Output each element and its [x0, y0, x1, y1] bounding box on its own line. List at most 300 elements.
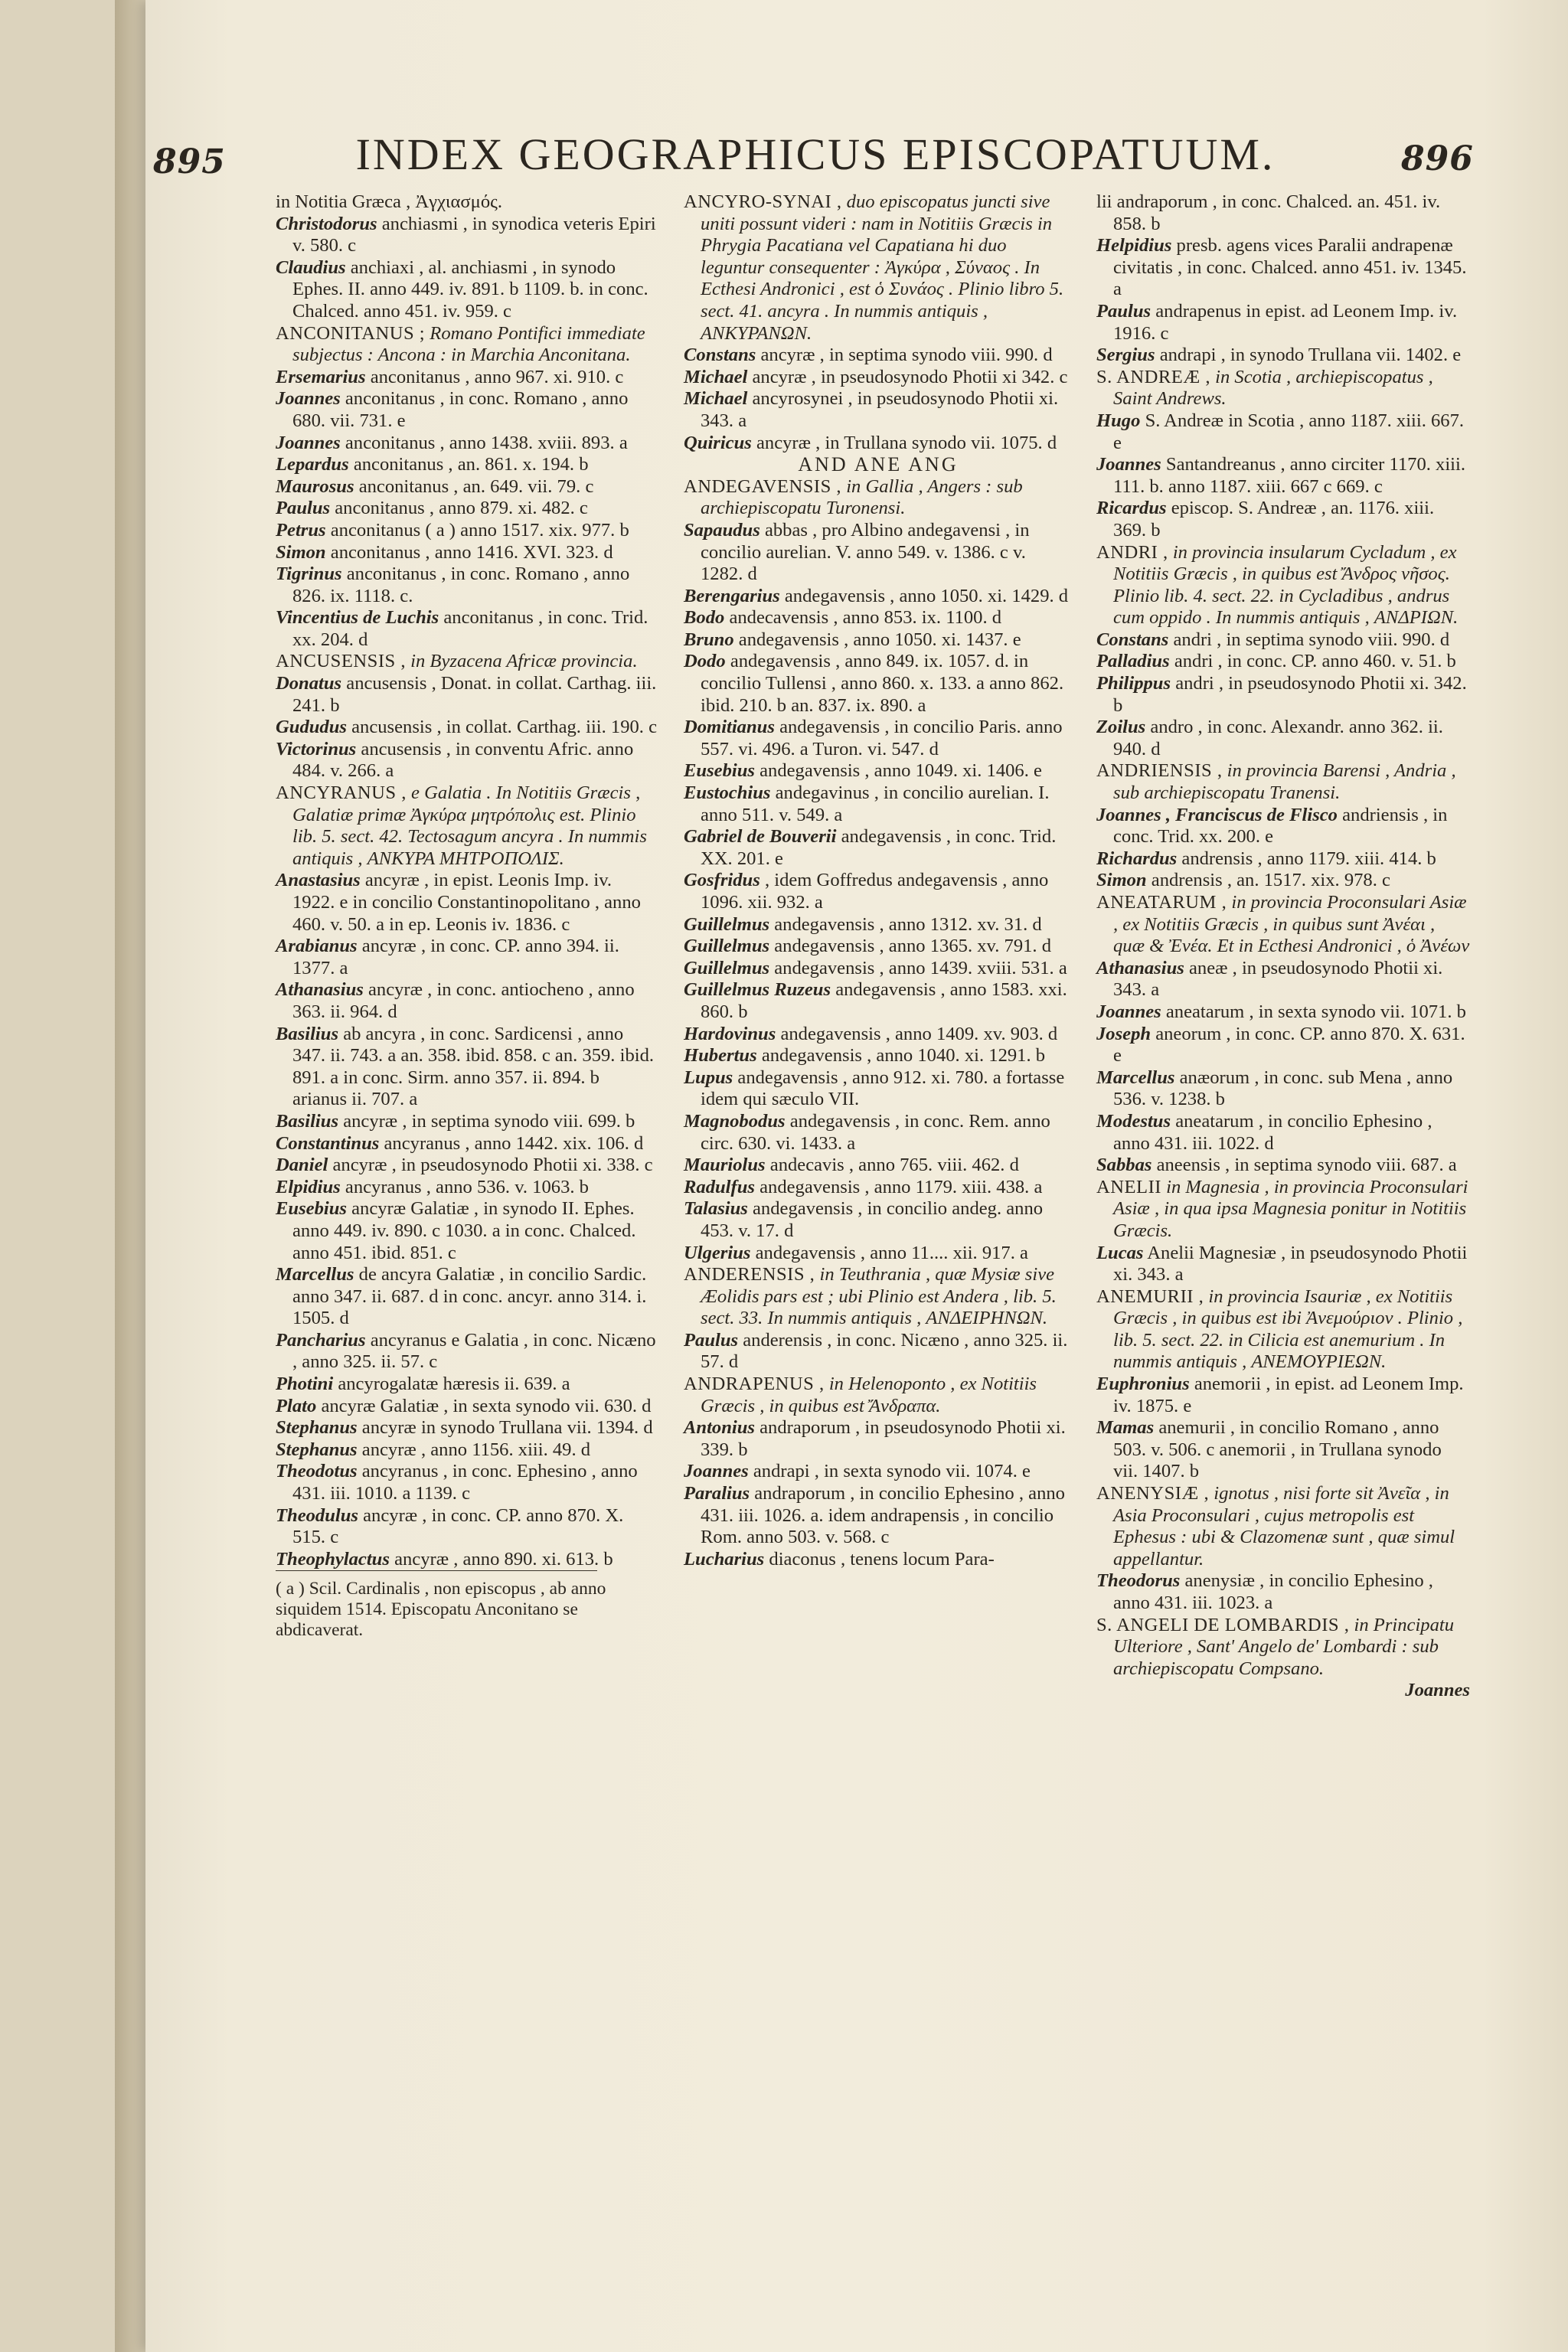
index-entry — [276, 717, 658, 739]
entry-text: andegavensis , anno 1179. xiii. 438. a — [760, 1176, 1043, 1197]
bishop-name: Hardovinus — [684, 1023, 776, 1044]
see-description: ignotus , nisi forte sit Ἀνεῖα , in Asia Proconsulari , cujus metropolis est Ephesus : ubi & Clazomenæ sunt , quæ simul appellantur. — [1113, 1483, 1455, 1570]
bishop-name: Paulus — [1096, 300, 1152, 322]
see-description: in Helenoponto , ex Notitiis Græcis , in quibus est Ἄνδραπα. — [701, 1374, 1037, 1416]
see-description: in Teuthrania , quæ Mysiæ sive Æolidis pars est ; ubi Plinio est Andera , lib. 5. sect. 33. In nummis antiquis , ΑΝΔΕΙΡΗΝΩΝ. — [701, 1264, 1057, 1329]
see-name: S. ANGELI DE LOMBARDIS , — [1096, 1614, 1350, 1635]
index-entry — [276, 498, 658, 520]
entry-text: andri , in pseudosynodo Photii xi. 342. b — [1113, 673, 1467, 716]
bishop-name: Ricardus — [1096, 498, 1167, 519]
see-name: ANCUSENSIS , — [276, 651, 406, 672]
index-entry — [1096, 410, 1470, 454]
entry-text: ancyræ , anno 890. xi. 613. b — [394, 1548, 613, 1570]
entry-text: anconitanus , an. 649. vii. 79. c — [358, 475, 594, 497]
entry-text: S. Andreæ in Scotia , anno 1187. xiii. 667. e — [1113, 410, 1465, 453]
entry-text: andrapi , in synodo Trullana vii. 1402. e — [1159, 345, 1462, 366]
entry-text: andegavensis , in conc. Trid. XX. 201. e — [701, 826, 1057, 869]
index-entry — [684, 936, 1073, 958]
bishop-name: Joannes — [276, 432, 341, 453]
bishop-name: Stephanus — [276, 1417, 358, 1439]
see-name: ANENYSIÆ , — [1096, 1483, 1210, 1504]
entry-text: abbas , pro Albino andegavensi , in concilio aurelian. V. anno 549. v. 1386. c v. 1282. d — [701, 519, 1030, 585]
bishop-name: Maurosus — [276, 475, 354, 497]
index-entry — [276, 476, 658, 498]
entry-text: ab ancyra , in conc. Sardicensi , anno 347. ii. 743. a an. 358. ibid. 858. c an. 359. ibid. 891. a in conc. Sirm. anno 357. ii. 894. b arianus ii. 707. a — [292, 1023, 655, 1110]
entry-text: ancyræ , in septima synodo viii. 990. d — [760, 345, 1053, 366]
index-entry — [684, 1243, 1073, 1265]
index-entry — [684, 520, 1073, 586]
entry-text: andegavensis , in concilio Paris. anno 557. vi. 496. a Turon. vi. 547. d — [701, 717, 1063, 760]
bishop-name: Mauriolus — [684, 1155, 766, 1176]
entry-text: anchiasmi , in synodica veteris Epiri v. 580. c — [292, 213, 656, 256]
bishop-name: Palladius — [1096, 651, 1170, 672]
see-heading — [1096, 542, 1470, 629]
index-entry — [684, 1461, 1073, 1483]
bishop-name: Hugo — [1096, 410, 1141, 431]
entry-text: andri , in conc. CP. anno 460. v. 51. b — [1174, 651, 1456, 672]
index-entry — [684, 782, 1073, 826]
entry-text: andegavensis , anno 1050. xi. 1437. e — [738, 629, 1021, 650]
page-number-right: 896 — [1401, 139, 1474, 178]
entry-text: anconitanus , in conc. Romano , anno 680. vii. 731. e — [292, 388, 629, 431]
see-heading — [1096, 367, 1470, 410]
bishop-name: Tigrinus — [276, 564, 342, 585]
index-entry — [276, 936, 658, 979]
bishop-name: Antonius — [684, 1417, 755, 1439]
page-number-left: 895 — [153, 142, 226, 181]
index-entry — [1096, 717, 1470, 760]
index-entry — [684, 1155, 1073, 1177]
bishop-name: Sabbas — [1096, 1155, 1152, 1176]
bishop-name: Donatus — [276, 673, 342, 694]
see-description: in provincia Proconsulari Asiæ , ex Notitiis Græcis , in quibus sunt Ἀνέαι , quæ & Ἐνέα. Et in Ecthesi Andronici , ὁ Ἀνέων — [1113, 892, 1470, 957]
entry-text: andecavis , anno 765. viii. 462. d — [769, 1155, 1019, 1176]
see-heading — [1096, 1177, 1470, 1243]
index-entry — [276, 1505, 658, 1549]
index-entry — [1096, 1024, 1470, 1067]
entry-text: ancyræ , in conc. CP. anno 870. X. 515. c — [292, 1504, 624, 1548]
entry-text: anconitanus ( a ) anno 1517. xix. 977. b — [330, 519, 629, 541]
bishop-name: Eustochius — [684, 782, 771, 804]
bishop-name: Arabianus — [276, 936, 358, 957]
index-entry — [1096, 454, 1470, 498]
bishop-name: Plato — [276, 1395, 317, 1416]
index-entry — [276, 1024, 658, 1111]
entry-text: ancusensis , Donat. in collat. Carthag. iii. 241. b — [292, 673, 657, 716]
index-entry — [1096, 235, 1470, 301]
bishop-name: Joannes — [276, 388, 341, 410]
bishop-name: Radulfus — [684, 1176, 755, 1197]
entry-text: ancyræ , in conc. antiocheno , anno 363. ii. 964. d — [292, 979, 635, 1022]
entry-text: andraporum , in pseudosynodo Photii xi. 339. b — [701, 1417, 1066, 1460]
index-entry — [684, 1067, 1073, 1111]
index-entry — [276, 564, 658, 607]
entry-text: ancyranus , anno 536. v. 1063. b — [345, 1176, 589, 1197]
entry-text: andegavensis , anno 1439. xviii. 531. a — [774, 957, 1067, 978]
see-description: in Byzacena Africæ provincia. — [410, 651, 638, 672]
bishop-name: Theodorus — [1096, 1570, 1181, 1592]
entry-text: anconitanus , an. 861. x. 194. b — [353, 454, 589, 475]
index-entry — [1096, 958, 1470, 1001]
entry-text: anenysiæ , in concilio Ephesino , anno 431. iii. 1023. a — [1113, 1570, 1433, 1613]
bishop-name: Paulus — [684, 1329, 739, 1351]
index-entry — [684, 1417, 1073, 1461]
entry-text: andegavensis , anno 1050. xi. 1429. d — [784, 585, 1069, 606]
see-description: Romano Pontifici immediate subjectus : Ancona : in Marchia Anconitana. — [292, 322, 645, 366]
index-entry — [684, 760, 1073, 782]
see-name: ANEATARUM , — [1096, 892, 1227, 913]
bishop-name: Talasius — [684, 1198, 748, 1220]
see-description: in Principatu Ulteriore , Sant' Angelo de' Lombardi : sub archiepiscopatu Compsano. — [1113, 1614, 1455, 1679]
entry-text: anconitanus , anno 967. xi. 910. c — [370, 366, 624, 387]
bishop-name: Ulgerius — [684, 1242, 751, 1263]
entry-text: anemurii , in concilio Romano , anno 503. v. 506. c anemorii , in Trullana synodo vii. 1407. b — [1113, 1417, 1442, 1482]
see-heading — [1096, 1483, 1470, 1570]
index-entry — [684, 914, 1073, 936]
entry-text: andrensis , anno 1179. xiii. 414. b — [1181, 848, 1436, 869]
see-name: ANDEGAVENSIS , — [684, 475, 842, 497]
entry-text: ancyrogalatæ hæresis ii. 639. a — [338, 1374, 570, 1395]
entry-text: anderensis , in conc. Nicæno , anno 325. ii. 57. d — [701, 1329, 1068, 1373]
bishop-name: Constans — [1096, 629, 1169, 650]
entry-text: , idem Goffredus andegavensis , anno 1096. xii. 932. a — [701, 870, 1049, 913]
entry-text: andraporum , in concilio Ephesino , anno 431. iii. 1026. a. idem andrapensis , in concilio Rom. anno 503. v. 568. c — [701, 1483, 1065, 1548]
index-entry — [684, 1549, 1073, 1571]
see-name: ANDRIENSIS , — [1096, 760, 1223, 782]
bishop-name: Joannes , Franciscus de Flisco — [1096, 804, 1338, 825]
index-entry — [684, 717, 1073, 760]
entry-text: anconitanus , in conc. Romano , anno 826. ix. 1118. c. — [292, 564, 630, 606]
see-heading — [684, 476, 1073, 520]
index-entry — [276, 542, 658, 564]
bishop-name: Constans — [684, 345, 756, 366]
bishop-name: Sergius — [1096, 345, 1155, 366]
see-name: ANDRAPENUS , — [684, 1374, 825, 1395]
entry-text: andegavensis , anno 1583. xxi. 860. b — [701, 979, 1067, 1022]
entry-text: ancyræ , in pseudosynodo Photii xi. 338. c — [332, 1155, 653, 1176]
bishop-name: Basilius — [276, 1110, 339, 1132]
index-entry — [1096, 1001, 1470, 1024]
index-entry — [684, 1483, 1073, 1549]
index-entry — [684, 1198, 1073, 1242]
column-2 — [684, 191, 1073, 1570]
see-heading — [684, 1374, 1073, 1417]
see-name: ANCYRO-SYNAI , — [684, 191, 842, 212]
entry-text: ancyranus , in conc. Ephesino , anno 431. iii. 1010. a 1139. c — [292, 1461, 638, 1504]
bishop-name: Ersemarius — [276, 366, 366, 387]
entry-text: andrapi , in sexta synodo vii. 1074. e — [753, 1461, 1031, 1482]
bishop-name: Domitianus — [684, 717, 775, 738]
entry-text: andegavensis , anno 912. xi. 780. a fortasse idem qui sæculo VII. — [701, 1067, 1065, 1110]
catchword: Joannes — [1405, 1680, 1470, 1701]
entry-text: andegavensis , anno 1049. xi. 1406. e — [760, 760, 1042, 782]
entry-text: anconitanus , anno 1416. XVI. 323. d — [330, 541, 613, 563]
index-entry — [276, 520, 658, 542]
bishop-name: Bodo — [684, 607, 725, 629]
entry-text: lii andraporum , in conc. Chalced. an. 451. iv. 858. b — [1096, 191, 1441, 234]
see-description: e Galatia . In Notitiis Græcis , Galatiæ primæ Ἀγκύρα μητρόπολις est. Plinio lib. 5. sect. 42. Tectosagum ancyra . In nummis antiquis , ΑΝΚΥΡΑ ΜΗΤΡΟΠΟΛΙΣ. — [292, 782, 647, 869]
see-heading — [1096, 1286, 1470, 1374]
bishop-name: Richardus — [1096, 848, 1178, 869]
entry-text: andegavensis , anno 1409. xv. 903. d — [780, 1023, 1058, 1044]
entry-text: ancyræ Galatiæ , in sexta synodo vii. 630. d — [321, 1395, 652, 1416]
see-description: duo episcopatus juncti sive uniti possunt videri : nam in Notitiis Græcis in Phrygia Pacatiana vel Capatiana hi duo leguntur consequenter : Ἀγκύρα , Σύναος . In Ecthesi Andronici , est ὁ Συνάος . Plinio libro 5. sect. 41. ancyra . In nummis antiquis , ΑΝΚΥΡΑΝΩΝ. — [701, 191, 1064, 344]
bishop-name: Guillelmus — [684, 957, 770, 978]
index-entry — [276, 1330, 658, 1374]
bishop-name: Quiricus — [684, 432, 752, 453]
bishop-name: Paralius — [684, 1483, 750, 1504]
entry-text: ancusensis , in collat. Carthag. iii. 190. c — [351, 717, 658, 738]
entry-text: andegavinus , in concilio aurelian. I. anno 511. v. 549. a — [701, 782, 1050, 825]
entry-text: ancyræ Galatiæ , in synodo II. Ephes. anno 449. iv. 890. c 1030. a in conc. Chalced. anno 451. ibid. 851. c — [292, 1198, 636, 1263]
see-name: ANCONITANUS ; — [276, 322, 426, 344]
entry-text: diaconus , tenens locum Para- — [769, 1548, 995, 1570]
entry-text: ancyræ , in epist. Leonis Imp. iv. 1922. e in concilio Constantinopolitano , anno 460. v. 50. a in ep. Leonis iv. 1836. c — [292, 870, 641, 935]
index-entry — [1096, 1111, 1470, 1155]
entry-text: in Notitia Græca , Ἀγχιασμός. — [276, 191, 503, 212]
index-entry — [1096, 1243, 1470, 1286]
index-entry — [276, 1133, 658, 1155]
index-entry — [276, 454, 658, 476]
bishop-name: Photini — [276, 1374, 334, 1395]
entry-text: andegavensis , anno 1365. xv. 791. d — [774, 936, 1052, 957]
bishop-name: Eusebius — [276, 1198, 347, 1220]
bishop-name: Daniel — [276, 1155, 328, 1176]
bishop-name: Constantinus — [276, 1132, 380, 1154]
bishop-name: Lupus — [684, 1067, 733, 1088]
see-name: ANCYRANUS , — [276, 782, 407, 804]
entry-text: andegavensis , in conc. Rem. anno circ. 630. vi. 1433. a — [701, 1110, 1050, 1154]
index-entry — [1096, 673, 1470, 717]
bishop-name: Vincentius de Luchis — [276, 607, 439, 629]
index-entry — [276, 1155, 658, 1177]
entry-text: aneensis , in septima synodo viii. 687. a — [1156, 1155, 1457, 1176]
entry-text: aneæ , in pseudosynodo Photii xi. 343. a — [1113, 957, 1443, 1001]
section-heading: AND ANE ANG — [798, 453, 959, 476]
see-description: in provincia insularum Cycladum , ex Notitiis Græcis , in quibus est Ἄνδρος νῆσος. Plinio lib. 4. sect. 22. in Cycladibus , andrus cum oppido . In nummis antiquis , ΑΝΔΡΙΩΝ. — [1113, 541, 1459, 629]
index-entry — [684, 979, 1073, 1023]
bishop-name: Michael — [684, 366, 748, 387]
entry-text: anemorii , in epist. ad Leonem Imp. iv. 1875. e — [1113, 1374, 1464, 1416]
bishop-name: Eusebius — [684, 760, 755, 782]
index-entry — [276, 673, 658, 717]
index-entry — [276, 979, 658, 1023]
index-entry — [1096, 301, 1470, 345]
entry-text: ancusensis , in conventu Afric. anno 484. v. 266. a — [292, 738, 634, 782]
bishop-name: Marcellus — [1096, 1067, 1175, 1088]
index-entry — [276, 1461, 658, 1504]
index-entry — [276, 1439, 658, 1462]
entry-text: aneatarum , in sexta synodo vii. 1071. b — [1165, 1001, 1466, 1022]
bishop-name: Athanasius — [276, 979, 364, 1001]
index-entry — [1096, 1374, 1470, 1417]
bishop-name: Bruno — [684, 629, 734, 650]
entry-text: andrapenus in epist. ad Leonem Imp. iv. 1916. c — [1113, 300, 1458, 344]
see-heading — [684, 191, 1073, 345]
index-entry — [1096, 805, 1470, 848]
index-entry — [276, 367, 658, 389]
entry-text: andegavensis , anno 1312. xv. 31. d — [774, 913, 1042, 935]
index-entry — [276, 1417, 658, 1439]
entry-text: andro , in conc. Alexandr. anno 362. ii. 940. d — [1113, 717, 1443, 760]
index-entry — [276, 739, 658, 782]
index-entry — [276, 1111, 658, 1133]
entry-text: ancyrosynei , in pseudosynodo Photii xi. 343. a — [701, 388, 1059, 431]
entry-text: andegavensis , in concilio andeg. anno 453. v. 17. d — [701, 1198, 1044, 1241]
see-heading — [684, 1264, 1073, 1330]
bishop-name: Joseph — [1096, 1023, 1152, 1044]
entry-text: andecavensis , anno 853. ix. 1100. d — [729, 607, 1002, 629]
see-name: S. ANDREÆ , — [1096, 366, 1210, 387]
index-entry — [684, 651, 1073, 717]
index-entry — [684, 1330, 1073, 1374]
entry-text: ancyræ , in septima synodo viii. 699. b — [343, 1110, 635, 1132]
entry-text: anæorum , in conc. sub Mena , anno 536. v. 1238. b — [1113, 1067, 1453, 1110]
bishop-name: Helpidius — [1096, 235, 1172, 256]
entry-text: andegavensis , anno 1040. xi. 1291. b — [761, 1045, 1046, 1067]
index-entry — [684, 1024, 1073, 1046]
entry-text: ancyranus e Galatia , in conc. Nicæno , anno 325. ii. 57. c — [292, 1329, 656, 1373]
index-entry — [684, 388, 1073, 432]
bishop-name: Joannes — [1096, 1001, 1161, 1022]
entry-text: de ancyra Galatiæ , in concilio Sardic. anno 347. ii. 687. d in conc. ancyr. anno 314. i. 1505. d — [292, 1264, 647, 1329]
bishop-name: Anastasius — [276, 870, 361, 891]
entry-text: andegavensis , anno 849. ix. 1057. d. in concilio Tullensi , anno 860. x. 133. a anno 862. ibid. 210. b an. 837. ix. 890. a — [701, 651, 1064, 716]
bishop-name: Zoilus — [1096, 717, 1146, 738]
entry-text: Santandreanus , anno circiter 1170. xiii. 111. b. anno 1187. xiii. 667 c 669. c — [1113, 454, 1466, 497]
entry-text: anconitanus , anno 879. xi. 482. c — [335, 498, 588, 519]
index-entry — [276, 870, 658, 936]
bishop-name: Philippus — [1096, 673, 1171, 694]
index-entry — [1096, 848, 1470, 871]
index-entry — [684, 1045, 1073, 1067]
index-entry — [276, 1549, 658, 1571]
bishop-name: Paulus — [276, 498, 331, 519]
entry-text: anchiaxi , al. anchiasmi , in synodo Ephes. II. anno 449. iv. 891. b 1109. b. in conc. Chalced. anno 451. iv. 959. c — [292, 256, 648, 322]
index-entry — [276, 214, 658, 257]
bishop-name: Euphronius — [1096, 1374, 1190, 1395]
bishop-name: Magnobodus — [684, 1110, 786, 1132]
see-name: ANELII — [1096, 1176, 1161, 1197]
entry-text: ancyræ , in pseudosynodo Photii xi 342. c — [752, 366, 1068, 387]
page-title: INDEX GEOGRAPHICUS EPISCOPATUUM. — [355, 129, 1276, 179]
index-entry — [1096, 870, 1470, 892]
bishop-name: Joannes — [684, 1461, 749, 1482]
index-entry — [1096, 1067, 1470, 1111]
bishop-name: Christodorus — [276, 213, 377, 234]
index-entry — [1096, 629, 1470, 652]
entry-text: Anelii Magnesiæ , in pseudosynodo Photii xi. 343. a — [1113, 1242, 1468, 1285]
index-entry — [684, 367, 1073, 389]
entry-text: ancyræ , in conc. CP. anno 394. ii. 1377. a — [292, 936, 619, 978]
index-entry — [1096, 191, 1470, 235]
bishop-name: Elpidius — [276, 1176, 341, 1197]
index-entry — [1096, 498, 1470, 541]
index-entry — [276, 1396, 658, 1418]
see-heading — [276, 782, 658, 870]
bishop-name: Basilius — [276, 1023, 339, 1044]
bishop-name: Joannes — [1096, 454, 1161, 475]
see-description: in provincia Isauriæ , ex Notitiis Græcis , in quibus est ibi Ἀνεμούριον . Plinio , lib. 5. sect. 22. in Cilicia est anemurium . In nummis antiquis , ΑΝΕΜΟΥΡΙΕΩΝ. — [1113, 1285, 1463, 1373]
bishop-name: Athanasius — [1096, 957, 1184, 978]
index-entry — [684, 345, 1073, 367]
index-entry — [276, 388, 658, 432]
bishop-name: Theophylactus — [276, 1548, 390, 1570]
see-description: in Gallia , Angers : sub archiepiscopatu Turonensi. — [701, 475, 1023, 519]
index-entry — [1096, 651, 1470, 673]
bishop-name: Berengarius — [684, 585, 780, 606]
index-entry — [684, 1111, 1073, 1155]
index-entry — [276, 433, 658, 455]
index-entry — [276, 191, 658, 214]
see-name: ANDERENSIS , — [684, 1264, 815, 1285]
index-entry — [276, 1374, 658, 1396]
index-entry — [684, 870, 1073, 913]
see-name: ANDRI , — [1096, 541, 1168, 563]
entry-text: ancyræ , in Trullana synodo vii. 1075. d — [756, 432, 1057, 453]
entry-text: andri , in septima synodo viii. 990. d — [1173, 629, 1450, 650]
bishop-name: Simon — [1096, 870, 1147, 891]
bishop-name: Claudius — [276, 256, 346, 278]
see-heading — [1096, 760, 1470, 804]
bishop-name: Dodo — [684, 651, 726, 672]
bishop-name: Petrus — [276, 519, 326, 541]
column-3 — [1096, 191, 1470, 1702]
bishop-name: Hubertus — [684, 1045, 757, 1067]
bishop-name: Pancharius — [276, 1329, 366, 1351]
bishop-name: Lucharius — [684, 1548, 765, 1570]
column-1 — [276, 191, 658, 1641]
index-entry — [684, 433, 1073, 455]
bishop-name: Theodotus — [276, 1461, 358, 1482]
index-entry — [684, 607, 1073, 629]
bishop-name: Stephanus — [276, 1439, 358, 1460]
see-heading — [1096, 1615, 1470, 1681]
entry-text: ancyræ in synodo Trullana vii. 1394. d — [361, 1417, 653, 1439]
bishop-name: Victorinus — [276, 738, 357, 760]
see-heading — [1096, 892, 1470, 958]
bishop-name: Theodulus — [276, 1504, 358, 1526]
index-entry — [684, 629, 1073, 652]
bishop-name: Lucas — [1096, 1242, 1144, 1263]
index-entry — [684, 958, 1073, 980]
index-entry — [1096, 345, 1470, 367]
index-entry — [276, 257, 658, 323]
footnote — [276, 1570, 606, 1641]
bishop-name: Michael — [684, 388, 748, 410]
see-name: ANEMURII , — [1096, 1285, 1204, 1307]
entry-text: ancyranus , anno 1442. xix. 106. d — [384, 1132, 644, 1154]
index-entry — [1096, 1417, 1470, 1483]
see-description: in provincia Barensi , Andria , sub archiepiscopatu Tranensi. — [1113, 760, 1456, 804]
entry-text: andegavensis , anno 11.... xii. 917. a — [755, 1242, 1028, 1263]
entry-text: andriensis , in conc. Trid. xx. 200. e — [1113, 804, 1448, 848]
index-entry — [276, 1198, 658, 1264]
footnote-text: ( a ) Scil. Cardinalis , non episcopus , ab anno siquidem 1514. Episcopatu Anconitano se abdicaverat. — [276, 1579, 606, 1641]
bishop-name: Mamas — [1096, 1417, 1155, 1439]
bishop-name: Marcellus — [276, 1264, 354, 1285]
index-entry — [1096, 1155, 1470, 1177]
entry-text: anconitanus , anno 1438. xviii. 893. a — [345, 432, 628, 453]
entry-text: ancyræ , anno 1156. xiii. 49. d — [361, 1439, 591, 1460]
index-entry — [276, 1177, 658, 1199]
index-entry — [684, 1177, 1073, 1199]
bishop-name: Lepardus — [276, 454, 349, 475]
entry-text: anconitanus , in conc. Trid. xx. 204. d — [292, 607, 648, 650]
see-description: in Magnesia , in provincia Proconsulari Asiæ , in qua ipsa Magnesia ponitur in Notitiis Græcis. — [1113, 1176, 1468, 1241]
bishop-name: Gabriel de Bouverii — [684, 826, 837, 848]
index-entry — [276, 607, 658, 651]
